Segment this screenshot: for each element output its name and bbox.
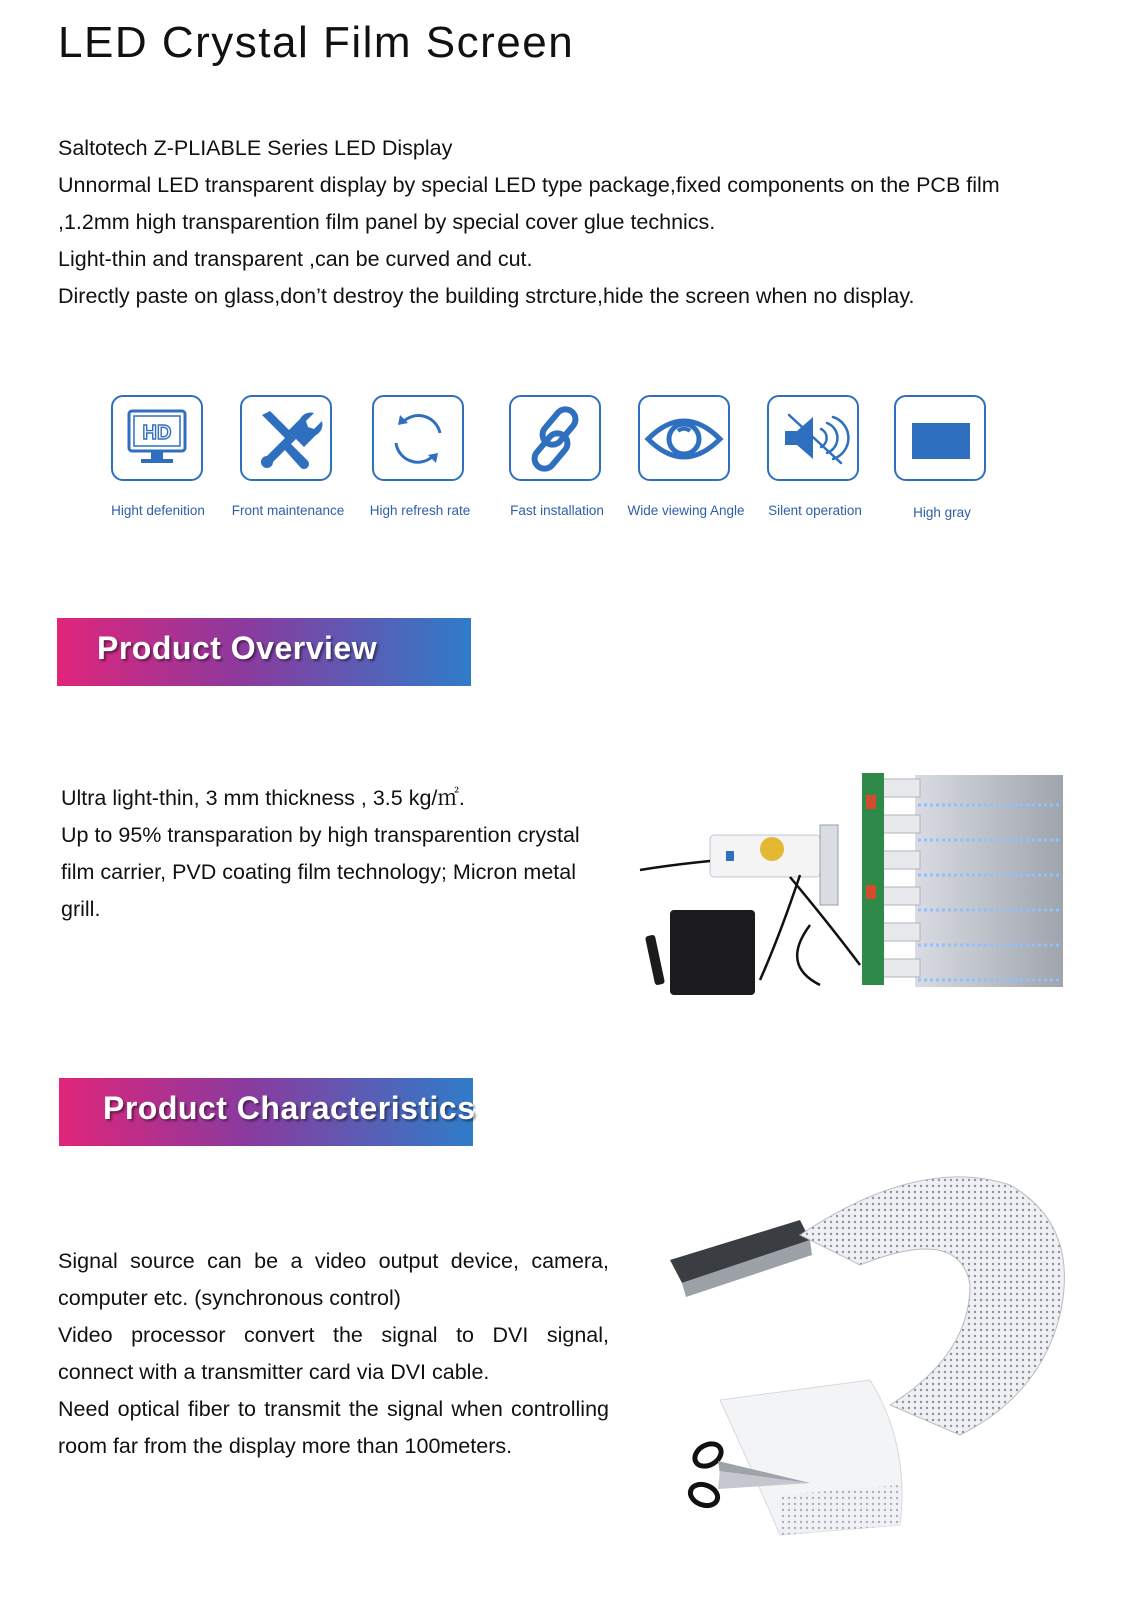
characteristics-text xyxy=(58,1243,609,1465)
intro-line: Light-thin and transparent ,can be curved and cut. xyxy=(58,247,533,271)
feature-label: High gray xyxy=(913,505,971,520)
svg-text:HD: HD xyxy=(142,422,172,444)
chain-link-icon xyxy=(509,395,601,481)
overview-line: Up to 95% transparation by high transparention crystal xyxy=(61,823,580,847)
hd-monitor-icon xyxy=(111,395,203,481)
feature-label: Wide viewing Angle xyxy=(627,503,745,518)
product-photo-curved-film xyxy=(660,1165,1080,1545)
characteristics-line: room far from the display more than 100meters. xyxy=(58,1434,513,1458)
intro-line: Unnormal LED transparent display by special LED type package,fixed components on the PCB film xyxy=(58,173,1000,197)
section-heading: Product Characteristics xyxy=(103,1090,476,1126)
overview-text xyxy=(61,780,580,928)
characteristics-line: Video processor convert the signal to DVI signal, xyxy=(58,1323,609,1347)
section-heading: Product Overview xyxy=(97,630,378,666)
refresh-icon xyxy=(372,395,464,481)
page-title: LED Crystal Film Screen xyxy=(58,18,575,67)
overview-line: Ultra light-thin, 3 mm thickness , 3.5 kg/㎡. xyxy=(61,786,465,810)
intro-line: Saltotech Z-PLIABLE Series LED Display xyxy=(58,136,453,160)
characteristics-line: computer etc. (synchronous control) xyxy=(58,1286,401,1310)
rectangle-icon xyxy=(894,395,986,481)
overview-line: film carrier, PVD coating film technology; Micron metal xyxy=(61,860,576,884)
feature-label: Hight defenition xyxy=(111,503,205,518)
characteristics-line: Need optical fiber to transmit the signal when controlling xyxy=(58,1397,609,1421)
characteristics-line: Signal source can be a video output device, camera, xyxy=(58,1249,609,1273)
speaker-mute-icon xyxy=(767,395,859,481)
wrench-screwdriver-icon xyxy=(240,395,332,481)
feature-label: High refresh rate xyxy=(369,503,471,518)
overview-line: grill. xyxy=(61,897,101,921)
feature-icons-row xyxy=(100,395,1000,535)
product-photo-led-film-kit xyxy=(630,765,1080,1015)
section-banner-overview xyxy=(57,618,471,686)
feature-label: Fast installation xyxy=(510,503,604,518)
characteristics-line: connect with a transmitter card via DVI cable. xyxy=(58,1360,490,1384)
feature-label: Front maintenance xyxy=(231,503,345,518)
feature-label: Silent operation xyxy=(768,503,862,518)
section-banner-characteristics xyxy=(59,1078,476,1146)
intro-text xyxy=(58,130,1068,315)
intro-line: ,1.2mm high transparention film panel by special cover glue technics. xyxy=(58,210,716,234)
intro-line: Directly paste on glass,don’t destroy the building strcture,hide the screen when no display. xyxy=(58,284,915,308)
eye-icon xyxy=(638,395,730,481)
